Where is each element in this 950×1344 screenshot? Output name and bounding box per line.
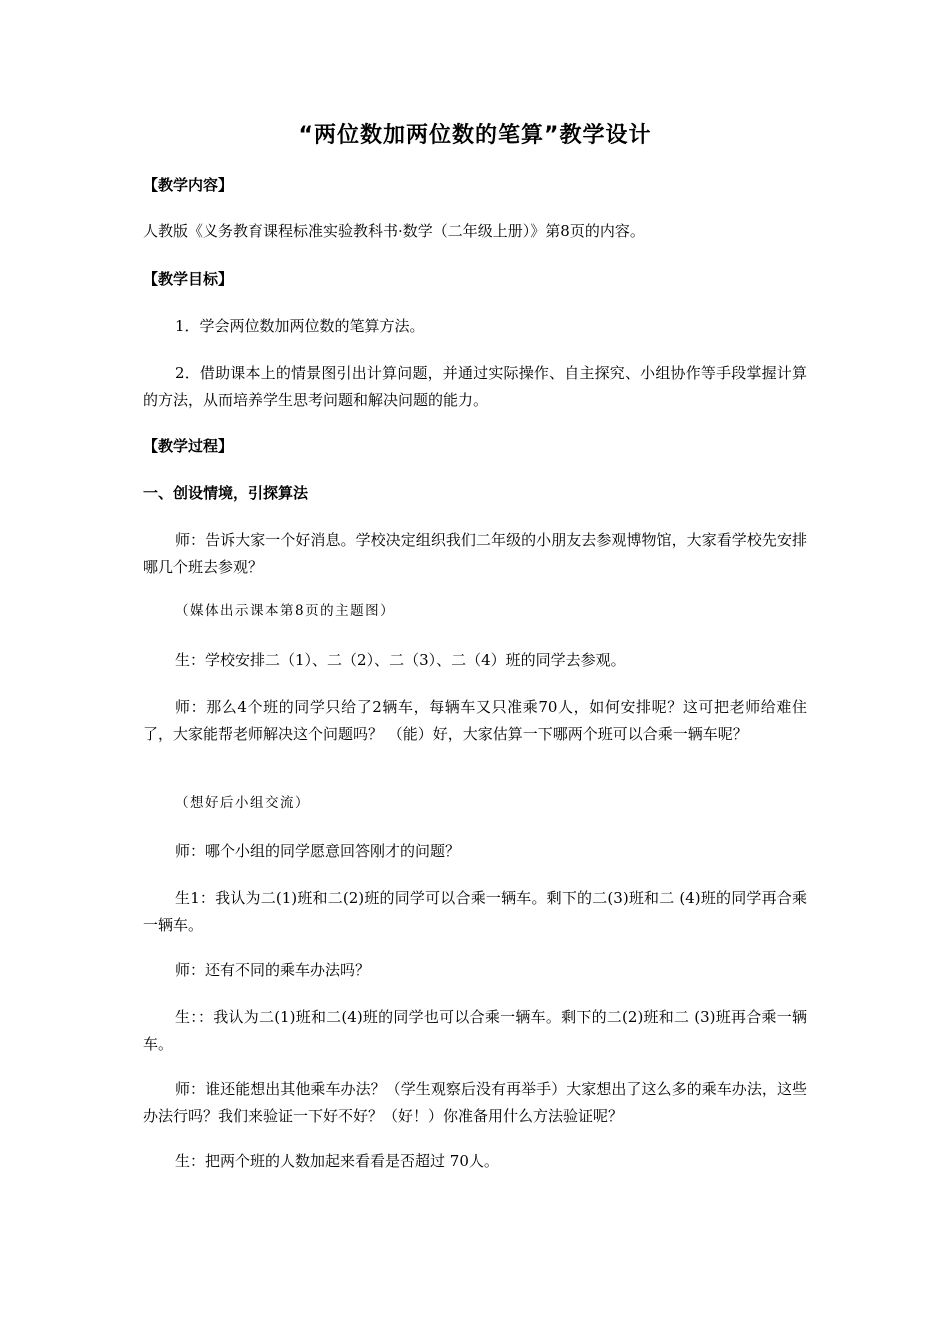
stage-note: （媒体出示课本第8页的主题图） xyxy=(175,603,396,619)
dialogue-paragraph: 师：那么4个班的同学只给了2辆车，每辆车又只准乘70人，如何安排呢？这可把老师给难住了，大家能帮老师解决这个问题吗？ （能）好，大家估算一下哪两个班可以合乘一辆车呢？ xyxy=(143,698,807,743)
section-heading-goals: 【教学目标】 xyxy=(143,270,234,288)
step-heading-1: 一、创设情境，引探算法 xyxy=(143,484,309,502)
dialogue-paragraph: 师：告诉大家一个好消息。学校决定组织我们二年级的小朋友去参观博物馆，大家看学校先安排哪几个班去参观？ xyxy=(143,531,807,576)
section-heading-content: 【教学内容】 xyxy=(143,176,234,194)
dialogue-paragraph: 生：把两个班的人数加起来看看是否超过 70人。 xyxy=(175,1152,499,1170)
dialogue-paragraph: 生：：我认为二(1)班和二(4)班的同学也可以合乘一辆车。剩下的二(2)班和二 (3)班再合乘一辆车。 xyxy=(143,1008,807,1053)
stage-note: （想好后小组交流） xyxy=(175,795,310,811)
dialogue-paragraph: 师：还有不同的乘车办法吗？ xyxy=(175,961,371,979)
goal-item-1: 1．学会两位数加两位数的笔算方法。 xyxy=(175,317,425,335)
dialogue-paragraph: 师：谁还能想出其他乘车办法？（学生观察后没有再举手）大家想出了这么多的乘车办法，这些办法行吗？我们来验证一下好不好？（好！）你准备用什么方法验证呢？ xyxy=(143,1080,807,1125)
dialogue-paragraph: 生：学校安排二（1）、二（2）、二（3）、二（4）班的同学去参观。 xyxy=(175,651,626,669)
goal-item-2: 2．借助课本上的情景图引出计算问题，并通过实际操作、自主探究、小组协作等手段掌握计算的方法，从而培养学生思考问题和解决问题的能力。 xyxy=(143,364,807,409)
dialogue-paragraph: 师：哪个小组的同学愿意回答刚才的问题？ xyxy=(175,842,461,860)
content-paragraph: 人教版《义务教育课程标准实验教科书·数学（二年级上册）》第8页的内容。 xyxy=(143,222,645,240)
dialogue-paragraph: 生1：我认为二(1)班和二(2)班的同学可以合乘一辆车。剩下的二(3)班和二 (4)班的同学再合乘一辆车。 xyxy=(143,889,807,934)
section-heading-process: 【教学过程】 xyxy=(143,437,234,455)
page-title: “两位数加两位数的笔算”教学设计 xyxy=(298,123,652,148)
